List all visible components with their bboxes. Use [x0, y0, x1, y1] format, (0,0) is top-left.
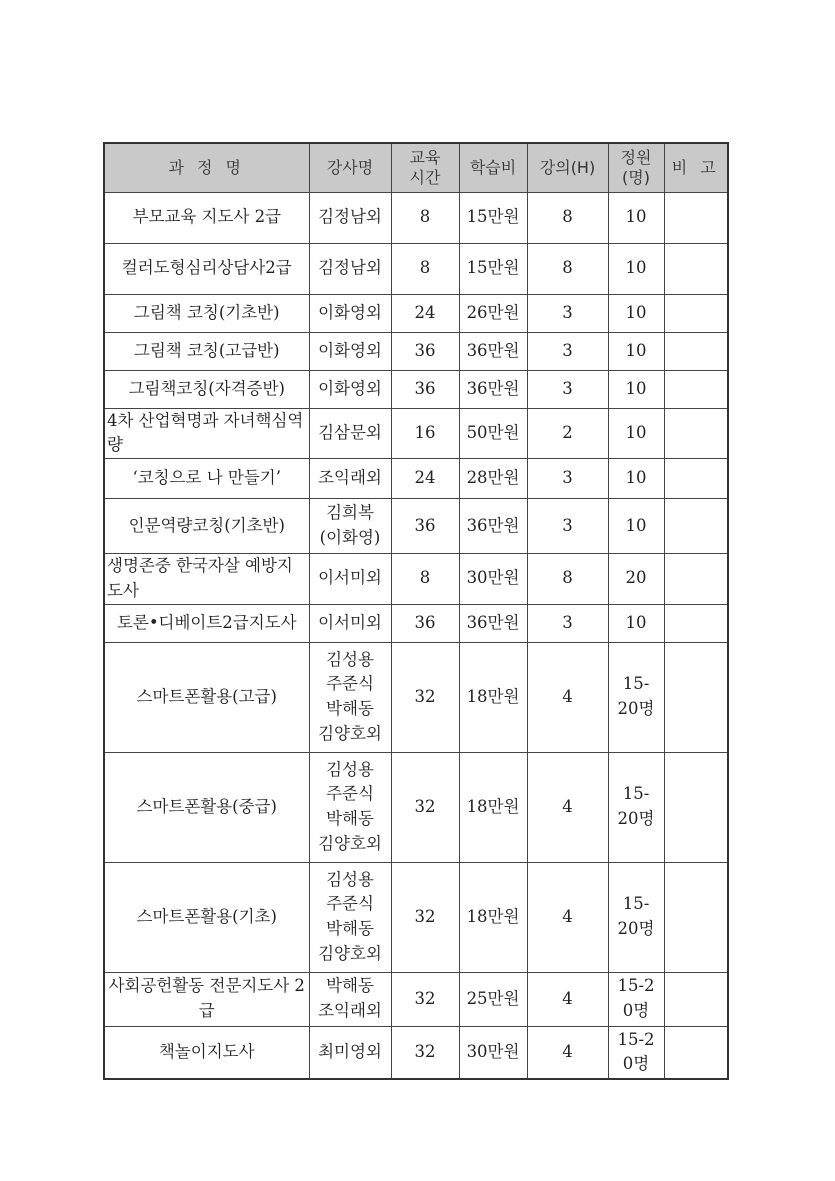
header-fee: 학습비	[459, 143, 527, 192]
cell-lecture: 4	[527, 752, 608, 862]
cell-fee: 15만원	[459, 243, 527, 294]
cell-course: 인문역량코칭(기초반)	[104, 499, 309, 554]
cell-course: 4차 산업혁명과 자녀핵심역량	[104, 408, 309, 459]
cell-instructor-line: 김양호외	[318, 723, 382, 743]
table-row	[104, 752, 728, 862]
cell-instructor	[309, 972, 391, 1026]
cell-fee: 18만원	[459, 862, 527, 972]
cell-course: 컬러도형심리상담사2급	[104, 243, 309, 294]
cell-capacity	[608, 499, 664, 554]
cell-instructor	[309, 642, 391, 752]
cell-course: 스마트폰활용(중급)	[104, 752, 309, 862]
cell-course: 토론•디베이트2급지도사	[104, 604, 309, 642]
cell-lecture: 8	[527, 243, 608, 294]
cell-capacity	[608, 604, 664, 642]
table-row	[104, 332, 728, 370]
cell-fee: 50만원	[459, 408, 527, 459]
cell-instructor-line: 주준식	[326, 674, 374, 694]
table-row	[104, 862, 728, 972]
table-header-row	[104, 143, 728, 192]
cell-hours: 16	[391, 408, 459, 459]
cell-fee: 18만원	[459, 642, 527, 752]
cell-course: 책놀이지도사	[104, 1026, 309, 1079]
cell-instructor	[309, 370, 391, 408]
cell-hours: 32	[391, 752, 459, 862]
header-hours	[391, 143, 459, 192]
table-row	[104, 370, 728, 408]
cell-instructor-line: 김정남외	[318, 258, 382, 278]
cell-hours: 8	[391, 554, 459, 605]
cell-course: ‘코칭으로 나 만들기’	[104, 459, 309, 499]
header-hours-line1: 교육	[409, 147, 441, 167]
table-row	[104, 1026, 728, 1079]
cell-fee: 30만원	[459, 554, 527, 605]
cell-instructor-line: 박해동	[326, 699, 374, 718]
cell-instructor	[309, 243, 391, 294]
cell-instructor	[309, 499, 391, 554]
header-course	[104, 143, 309, 192]
cell-capacity-line: 0명	[622, 1054, 650, 1074]
cell-instructor-line: 이화영외	[318, 302, 382, 322]
cell-instructor-line: 박해동	[326, 919, 374, 938]
cell-capacity-line: 15-2	[617, 1029, 655, 1049]
cell-fee: 18만원	[459, 752, 527, 862]
cell-capacity-line: 10	[625, 612, 647, 632]
cell-fee: 36만원	[459, 332, 527, 370]
cell-capacity-line: 10	[625, 207, 647, 227]
course-table	[103, 142, 729, 1080]
cell-instructor-line: 박해동	[326, 976, 374, 996]
cell-capacity	[608, 243, 664, 294]
cell-instructor-line: 김희복	[326, 503, 374, 523]
cell-capacity	[608, 294, 664, 332]
cell-note	[664, 1026, 728, 1079]
cell-instructor	[309, 408, 391, 459]
cell-hours: 8	[391, 192, 459, 243]
cell-capacity-line: 15-2	[617, 976, 655, 996]
cell-note	[664, 332, 728, 370]
cell-fee: 26만원	[459, 294, 527, 332]
cell-capacity	[608, 408, 664, 459]
cell-capacity-line: 15-	[622, 784, 650, 804]
cell-lecture: 2	[527, 408, 608, 459]
cell-hours: 32	[391, 862, 459, 972]
cell-course: 그림책 코칭(기초반)	[104, 294, 309, 332]
header-hours-line2: 시간	[409, 167, 441, 187]
table-row	[104, 642, 728, 752]
table-row	[104, 554, 728, 605]
cell-capacity-line: 10	[625, 468, 647, 488]
cell-note	[664, 604, 728, 642]
header-capacity-line1: 정원	[620, 147, 652, 167]
cell-course: 사회공헌활동 전문지도사 2급	[104, 972, 309, 1026]
cell-instructor-line: 김성용	[326, 759, 374, 779]
cell-instructor-line: 박해동	[326, 809, 374, 828]
table-row	[104, 972, 728, 1026]
cell-instructor	[309, 604, 391, 642]
cell-capacity-line: 0명	[622, 1001, 650, 1020]
cell-instructor	[309, 459, 391, 499]
cell-lecture: 3	[527, 332, 608, 370]
cell-instructor-line: 이서미외	[318, 612, 382, 632]
cell-fee: 30만원	[459, 1026, 527, 1079]
cell-fee: 28만원	[459, 459, 527, 499]
cell-instructor-line: 김성용	[326, 649, 374, 669]
cell-capacity-line: 10	[625, 302, 647, 322]
cell-course: 스마트폰활용(기초)	[104, 862, 309, 972]
cell-note	[664, 243, 728, 294]
cell-hours: 36	[391, 604, 459, 642]
cell-capacity-line: 15-	[622, 674, 650, 694]
cell-instructor-line: 주준식	[326, 894, 374, 914]
cell-lecture: 8	[527, 192, 608, 243]
cell-hours: 8	[391, 243, 459, 294]
cell-lecture: 4	[527, 1026, 608, 1079]
cell-lecture: 3	[527, 459, 608, 499]
cell-hours: 36	[391, 499, 459, 554]
table-row	[104, 243, 728, 294]
cell-capacity-line: 15-	[622, 894, 650, 914]
cell-capacity	[608, 192, 664, 243]
cell-lecture: 3	[527, 604, 608, 642]
cell-note	[664, 499, 728, 554]
cell-capacity-line: 20명	[617, 919, 655, 938]
cell-capacity	[608, 642, 664, 752]
cell-lecture: 3	[527, 294, 608, 332]
cell-note	[664, 459, 728, 499]
cell-lecture: 4	[527, 862, 608, 972]
table-row	[104, 192, 728, 243]
cell-note	[664, 752, 728, 862]
cell-capacity-line: 10	[625, 422, 647, 442]
cell-capacity	[608, 459, 664, 499]
cell-note	[664, 554, 728, 605]
cell-capacity-line: 20	[625, 568, 647, 588]
cell-hours: 32	[391, 1026, 459, 1079]
cell-capacity	[608, 862, 664, 972]
cell-instructor	[309, 752, 391, 862]
header-course-label: 과 정 명	[168, 157, 246, 177]
cell-capacity-line: 10	[625, 258, 647, 278]
cell-lecture: 4	[527, 642, 608, 752]
table-row	[104, 499, 728, 554]
cell-instructor	[309, 1026, 391, 1079]
header-capacity	[608, 143, 664, 192]
cell-hours: 24	[391, 294, 459, 332]
cell-course: 그림책코칭(자격증반)	[104, 370, 309, 408]
cell-note	[664, 192, 728, 243]
table-row	[104, 408, 728, 459]
header-capacity-line2: (명)	[622, 167, 650, 187]
cell-instructor	[309, 554, 391, 605]
cell-instructor-line: 조익래외	[318, 1001, 382, 1020]
cell-instructor-line: 조익래외	[318, 468, 382, 488]
cell-instructor	[309, 862, 391, 972]
cell-course: 생명존중 한국자살 예방지도사	[104, 554, 309, 605]
cell-note	[664, 862, 728, 972]
cell-instructor	[309, 192, 391, 243]
cell-capacity-line: 10	[625, 378, 647, 398]
cell-course: 스마트폰활용(고급)	[104, 642, 309, 752]
cell-capacity-line: 20명	[617, 809, 655, 828]
cell-lecture: 3	[527, 370, 608, 408]
cell-instructor-line: 김양호외	[318, 943, 382, 963]
cell-capacity	[608, 332, 664, 370]
cell-instructor-line: (이화영)	[319, 528, 381, 547]
cell-hours: 24	[391, 459, 459, 499]
cell-capacity	[608, 370, 664, 408]
cell-hours: 32	[391, 642, 459, 752]
cell-course: 부모교육 지도사 2급	[104, 192, 309, 243]
cell-lecture: 8	[527, 554, 608, 605]
cell-instructor-line: 주준식	[326, 784, 374, 804]
cell-instructor-line: 최미영외	[318, 1041, 382, 1061]
table-row	[104, 459, 728, 499]
cell-fee: 25만원	[459, 972, 527, 1026]
cell-capacity	[608, 972, 664, 1026]
header-lecture: 강의(H)	[527, 143, 608, 192]
cell-fee: 36만원	[459, 499, 527, 554]
table-body	[104, 192, 728, 1079]
cell-note	[664, 370, 728, 408]
cell-instructor-line: 김성용	[326, 869, 374, 889]
cell-instructor	[309, 332, 391, 370]
table-row	[104, 604, 728, 642]
cell-instructor-line: 김삼문외	[318, 422, 382, 442]
cell-hours: 32	[391, 972, 459, 1026]
cell-note	[664, 294, 728, 332]
cell-instructor-line: 김양호외	[318, 833, 382, 853]
cell-instructor-line: 이화영외	[318, 340, 382, 360]
cell-lecture: 4	[527, 972, 608, 1026]
cell-instructor	[309, 294, 391, 332]
cell-instructor-line: 이화영외	[318, 378, 382, 398]
cell-fee: 36만원	[459, 370, 527, 408]
cell-capacity-line: 20명	[617, 699, 655, 718]
cell-fee: 36만원	[459, 604, 527, 642]
header-note-label: 비 고	[671, 157, 720, 177]
cell-instructor-line: 김정남외	[318, 207, 382, 227]
cell-capacity	[608, 752, 664, 862]
cell-instructor-line: 이서미외	[318, 568, 382, 588]
cell-lecture: 3	[527, 499, 608, 554]
cell-capacity-line: 10	[625, 515, 647, 535]
header-instructor: 강사명	[309, 143, 391, 192]
cell-capacity	[608, 554, 664, 605]
header-note	[664, 143, 728, 192]
cell-hours: 36	[391, 332, 459, 370]
cell-capacity	[608, 1026, 664, 1079]
cell-note	[664, 972, 728, 1026]
cell-capacity-line: 10	[625, 340, 647, 360]
cell-fee: 15만원	[459, 192, 527, 243]
cell-hours: 36	[391, 370, 459, 408]
table-row	[104, 294, 728, 332]
cell-note	[664, 408, 728, 459]
cell-course: 그림책 코칭(고급반)	[104, 332, 309, 370]
cell-note	[664, 642, 728, 752]
